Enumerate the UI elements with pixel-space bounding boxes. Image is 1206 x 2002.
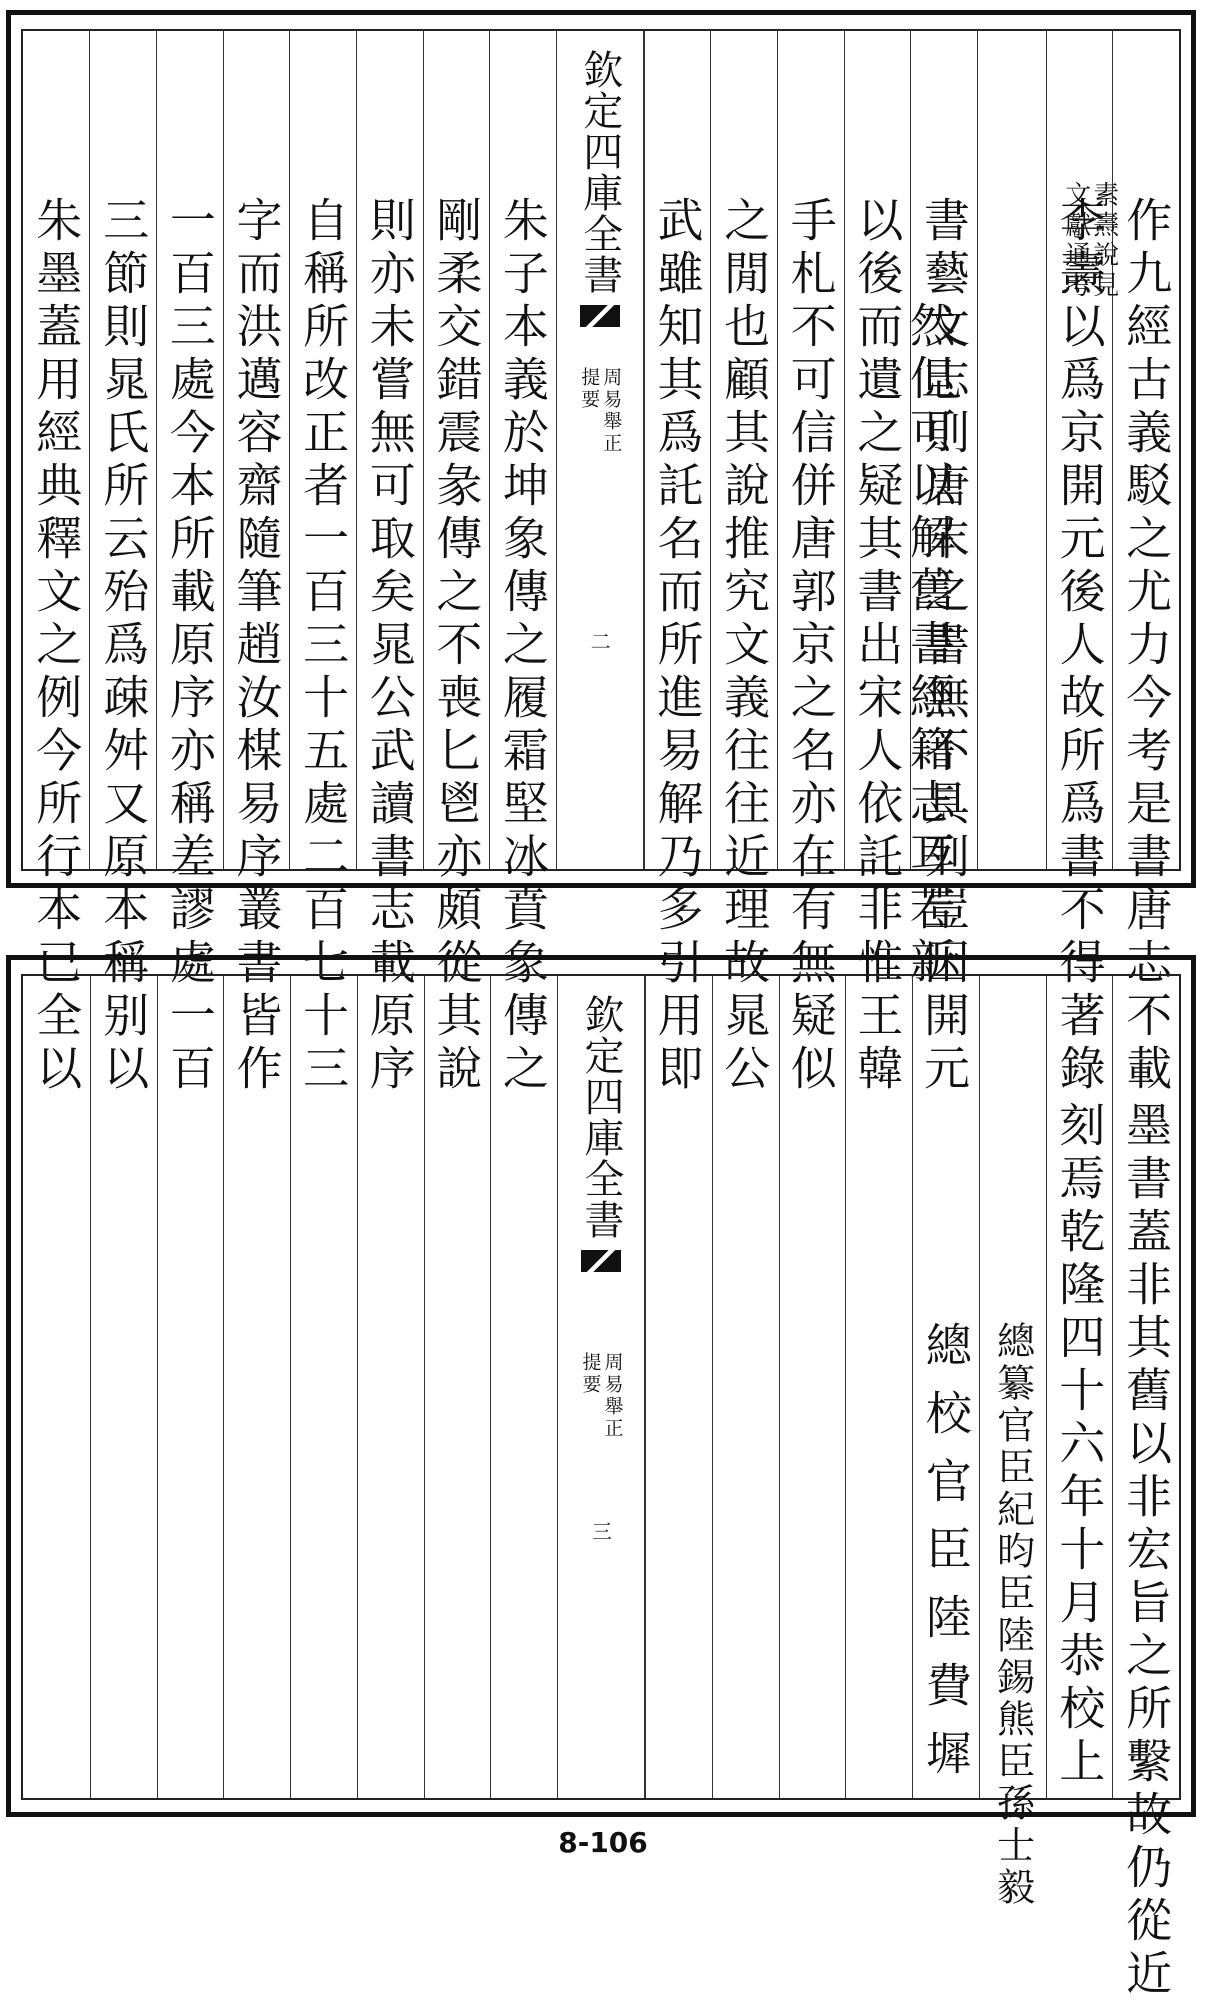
text-column <box>156 31 223 1097</box>
document-page-1 <box>6 10 1196 1097</box>
page-number: 二 <box>587 631 612 651</box>
center-fold-column <box>557 976 645 1798</box>
column-text: 以後而遺之疑其書出宋人依託非惟王韓 <box>850 196 905 1097</box>
section-subtitle: 提要 <box>579 1352 602 1396</box>
text-column <box>223 31 290 1097</box>
column-text: 刻焉乾隆四十六年十月恭校上 <box>1052 1101 1107 1790</box>
text-column <box>979 976 1046 1909</box>
column-text: 墨書蓋非其舊以非宏旨之所繫故仍從近 <box>1119 1101 1174 2002</box>
column-text: 則亦未嘗無可取矣晁公武讀書志載原序 <box>362 196 417 1097</box>
page-1-columns <box>23 31 1179 1097</box>
text-column <box>1112 31 1179 1097</box>
text-column <box>1046 976 1113 1798</box>
text-column <box>357 976 424 1798</box>
text-column <box>23 976 90 1798</box>
column-text: 自稱所改正者一百三十五處二百七十三 <box>296 196 351 1097</box>
section-title: 周易舉正 <box>601 1352 624 1440</box>
text-column <box>645 976 712 1798</box>
text-column <box>1112 976 1179 2002</box>
text-column <box>423 31 490 1097</box>
column-text: 之閒也顧其說推究文義往往近理故晁公 <box>717 196 772 1097</box>
column-text: 手札不可信併唐郭京之名亦在有無疑似 <box>783 196 838 1097</box>
note-line: 文獻通考 <box>1060 181 1091 301</box>
text-column <box>290 976 357 1798</box>
proofreader-line: 總校官臣陸費墀 <box>918 1321 973 1797</box>
page-footer-number: 8-106 <box>558 1826 648 1859</box>
text-column <box>223 976 290 1798</box>
column-text: 李燾以爲京開元後人故所爲書不得著錄 <box>1052 196 1107 1097</box>
text-column <box>90 976 157 1798</box>
note-line: 素燾說見 <box>1088 181 1119 301</box>
page-1-frame <box>21 29 1181 1097</box>
page-number: 三 <box>588 1521 613 1541</box>
text-column <box>356 31 423 1097</box>
text-column <box>710 31 777 1097</box>
running-title: 欽定四庫全書 <box>578 994 624 1240</box>
column-text: 然但可以解舊書經籍志耳若新 <box>902 301 957 990</box>
column-text: 朱墨蓋用經典釋文之例今所行本已全以 <box>29 196 84 1097</box>
text-column <box>23 31 90 1097</box>
text-column <box>712 976 779 1798</box>
text-column <box>844 31 911 1097</box>
text-column <box>845 976 912 1798</box>
text-column <box>777 31 844 1097</box>
column-text: 一百三處今本所載原序亦稱差謬處一百 <box>162 196 217 1097</box>
text-column <box>89 31 156 1097</box>
section-title: 周易舉正 <box>600 367 623 455</box>
running-title: 欽定四庫全書 <box>576 49 623 295</box>
fishtail-mark-icon <box>580 305 620 327</box>
column-text: 朱子本義於坤象傳之履霜堅冰賁象傳之 <box>495 196 550 1097</box>
text-column <box>157 976 224 1798</box>
text-column <box>644 31 711 1097</box>
column-text: 剛柔交錯震彖傳之不喪匕鬯亦頗從其說 <box>429 196 484 1097</box>
section-label <box>578 367 623 455</box>
text-column <box>424 976 491 1798</box>
column-text: 武雖知其爲託名而所進易解乃多引用即 <box>650 196 705 1097</box>
section-label <box>581 1352 622 1440</box>
text-column <box>910 31 977 1097</box>
text-column <box>912 976 979 1798</box>
text-column <box>489 31 556 1097</box>
compilers-line: 總纂官臣紀昀臣陸錫熊臣孫士毅 <box>990 1321 1035 1909</box>
fishtail-mark-icon <box>581 1250 621 1272</box>
center-fold-column <box>556 31 644 869</box>
column-text: 書藝文志則唐末之書無不具列豈因開元 <box>916 196 971 1097</box>
text-column <box>779 976 846 1798</box>
column-text: 作九經古義駁之尤力今考是書唐志不載 <box>1119 196 1174 1097</box>
column-text: 字而洪邁容齋隨筆趙汝楳易序叢書皆作 <box>229 196 284 1097</box>
text-column <box>289 31 356 1097</box>
column-text: 三節則晁氏所云殆爲疎舛又原本稱别以 <box>96 196 151 1097</box>
section-subtitle: 提要 <box>578 367 601 411</box>
text-column <box>490 976 557 1798</box>
